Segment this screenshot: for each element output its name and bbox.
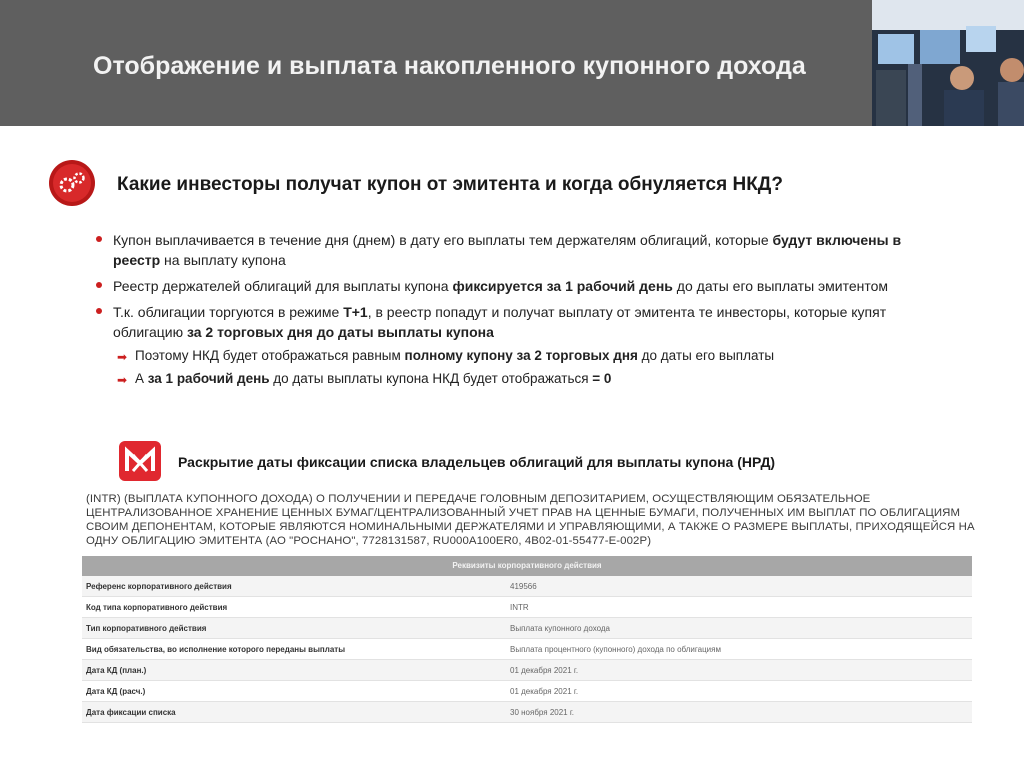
bullet-item: Т.к. облигации торгуются в режиме Т+1, в реестр попадут и получат выплату от эмитента те инвесторы, которые купят облигацию за 2 торговых дня до даты выплаты купона ➡ Поэтому НКД будет отображаться равным полному купону за 2 торговых дня до даты его выплаты ➡ А за 1 рабочий день до даты выплаты купона НКД будет отображаться = 0 xyxy=(96,302,916,388)
section-title: Раскрытие даты фиксации списка владельцев облигаций для выплаты купона (НРД) xyxy=(178,454,776,470)
bullet-list xyxy=(96,230,916,394)
corporate-action-table xyxy=(82,556,972,723)
nrd-disclosure-text: (INTR) (ВЫПЛАТА КУПОННОГО ДОХОДА) О ПОЛУЧЕНИИ И ПЕРЕДАЧЕ ГОЛОВНЫМ ДЕПОЗИТАРИЕМ, ОСУЩЕСТВЛЯЮЩИМ ОБЯЗАТЕЛЬНОЕ ЦЕНТРАЛИЗОВАННОЕ ХРАНЕНИЕ ЦЕННЫХ БУМАГ/ЦЕНТРАЛИЗОВАННЫЙ УЧЕТ ПРАВ НА ЦЕННЫЕ БУМАГИ, ПОЛУЧЕННЫХ ИМ ВЫПЛАТ ПО ОБЛИГАЦИЯМ СВОИМ ДЕПОНЕНТАМ, КОТОРЫЕ ЯВЛЯЮТСЯ НОМИНАЛЬНЫМИ ДЕРЖАТЕЛЯМИ И УПРАВЛЯЮЩИМИ, А ТАКЖЕ О РАЗМЕРЕ ВЫПЛАТЫ, ПРИХОДЯЩЕЙСЯ НА ОДНУ ОБЛИГАЦИЮ ЭМИТЕНТА (АО "РОСНАНО", 7728131587, RU000A100ER0, 4B02-01-55477-E-002P) xyxy=(86,493,975,547)
table-row: Дата КД (план.) 01 декабря 2021 г. xyxy=(82,660,972,681)
slide-title: Отображение и выплата накопленного купонного дохода xyxy=(93,52,806,80)
table-row: Код типа корпоративного действия INTR xyxy=(82,597,972,618)
trading-floor-photo xyxy=(872,0,1024,126)
sub-bullet-list xyxy=(113,346,916,388)
slide-header xyxy=(0,0,1024,126)
bullet-dot-icon xyxy=(96,282,102,288)
table-row: Референс корпоративного действия 419566 xyxy=(82,576,972,597)
gears-icon xyxy=(47,158,97,208)
table-row: Вид обязательства, во исполнение которого переданы выплаты Выплата процентного (купонного) дохода по облигациям xyxy=(82,639,972,660)
bullet-dot-icon xyxy=(96,236,102,242)
sub-bullet-item: ➡ А за 1 рабочий день до даты выплаты купона НКД будет отображаться = 0 xyxy=(113,369,916,388)
table-row: Тип корпоративного действия Выплата купонного дохода xyxy=(82,618,972,639)
bullet-item: Купон выплачивается в течение дня (днем) в дату его выплаты тем держателям облигаций, которые будут включены в реестр на выплату купона xyxy=(96,230,916,270)
moex-logo-icon xyxy=(119,441,161,481)
question-heading: Какие инвесторы получат купон от эмитента и когда обнуляется НКД? xyxy=(117,174,783,195)
arrow-right-icon: ➡ xyxy=(117,373,128,387)
bullet-dot-icon xyxy=(96,308,102,314)
table-row: Дата КД (расч.) 01 декабря 2021 г. xyxy=(82,681,972,702)
table-header: Реквизиты корпоративного действия xyxy=(82,556,972,576)
arrow-right-icon: ➡ xyxy=(117,350,128,364)
sub-bullet-item: ➡ Поэтому НКД будет отображаться равным полному купону за 2 торговых дня до даты его выплаты xyxy=(113,346,916,365)
bullet-item: Реестр держателей облигаций для выплаты купона фиксируется за 1 рабочий день до даты его выплаты эмитентом xyxy=(96,276,916,296)
table-row: Дата фиксации списка 30 ноября 2021 г. xyxy=(82,702,972,723)
